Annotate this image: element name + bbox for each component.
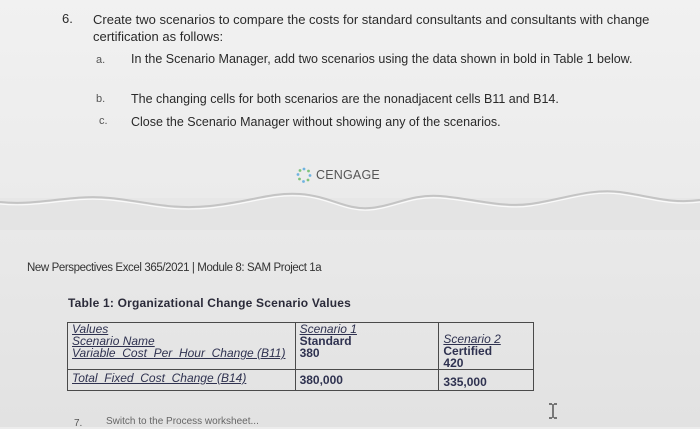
row-label-scenario-name: Scenario Name <box>72 334 155 348</box>
substep-a-text: In the Scenario Manager, add two scenarios using the data shown in bold in Table 1 below. <box>131 52 633 66</box>
next-step-text: Switch to the Process worksheet... <box>106 416 259 427</box>
table-row <box>68 323 534 370</box>
scenario-2-name: Certified <box>443 344 493 358</box>
header-values: Values <box>72 322 109 336</box>
scenario-values-table <box>67 322 534 391</box>
substep-c-letter: c. <box>99 115 108 127</box>
table-row <box>68 370 534 391</box>
module-title: New Perspectives Excel 365/2021 | Module 8: SAM Project 1a <box>27 262 322 274</box>
scenario-2-total-fixed-cost: 335,000 <box>439 370 534 391</box>
substep-b-text: The changing cells for both scenarios are the nonadjacent cells B11 and B14. <box>131 92 559 106</box>
next-step-number: 7. <box>74 418 83 429</box>
table-cell <box>295 323 439 370</box>
table-cell <box>68 323 296 370</box>
row-label-variable-cost: Variable_Cost_Per_Hour_Change (B11) <box>72 346 286 360</box>
header-scenario-1: Scenario 1 <box>299 322 357 336</box>
text-cursor-icon <box>548 403 558 419</box>
scenario-1-variable-cost: 380 <box>299 346 320 360</box>
step-text: Create two scenarios to compare the costs for standard consultants and consultants with change certification as follows: <box>93 12 650 44</box>
scenario-2-variable-cost: 420 <box>443 356 464 370</box>
header-scenario-2: Scenario 2 <box>443 332 501 346</box>
substep-c-text: Close the Scenario Manager without showing any of the scenarios. <box>131 115 501 129</box>
substep-b-letter: b. <box>96 93 106 105</box>
scenario-1-total-fixed-cost: 380,000 <box>295 370 439 391</box>
table-caption: Table 1: Organizational Change Scenario Values <box>68 296 352 310</box>
substep-a-letter: a. <box>96 54 106 66</box>
table-cell <box>439 323 534 370</box>
torn-page-edge <box>0 180 700 230</box>
cengage-label: CENGAGE <box>316 168 380 182</box>
scenario-1-name: Standard <box>299 334 352 348</box>
step-number: 6. <box>62 11 73 26</box>
row-label-total-fixed-cost: Total_Fixed_Cost_Change (B14) <box>68 370 296 391</box>
